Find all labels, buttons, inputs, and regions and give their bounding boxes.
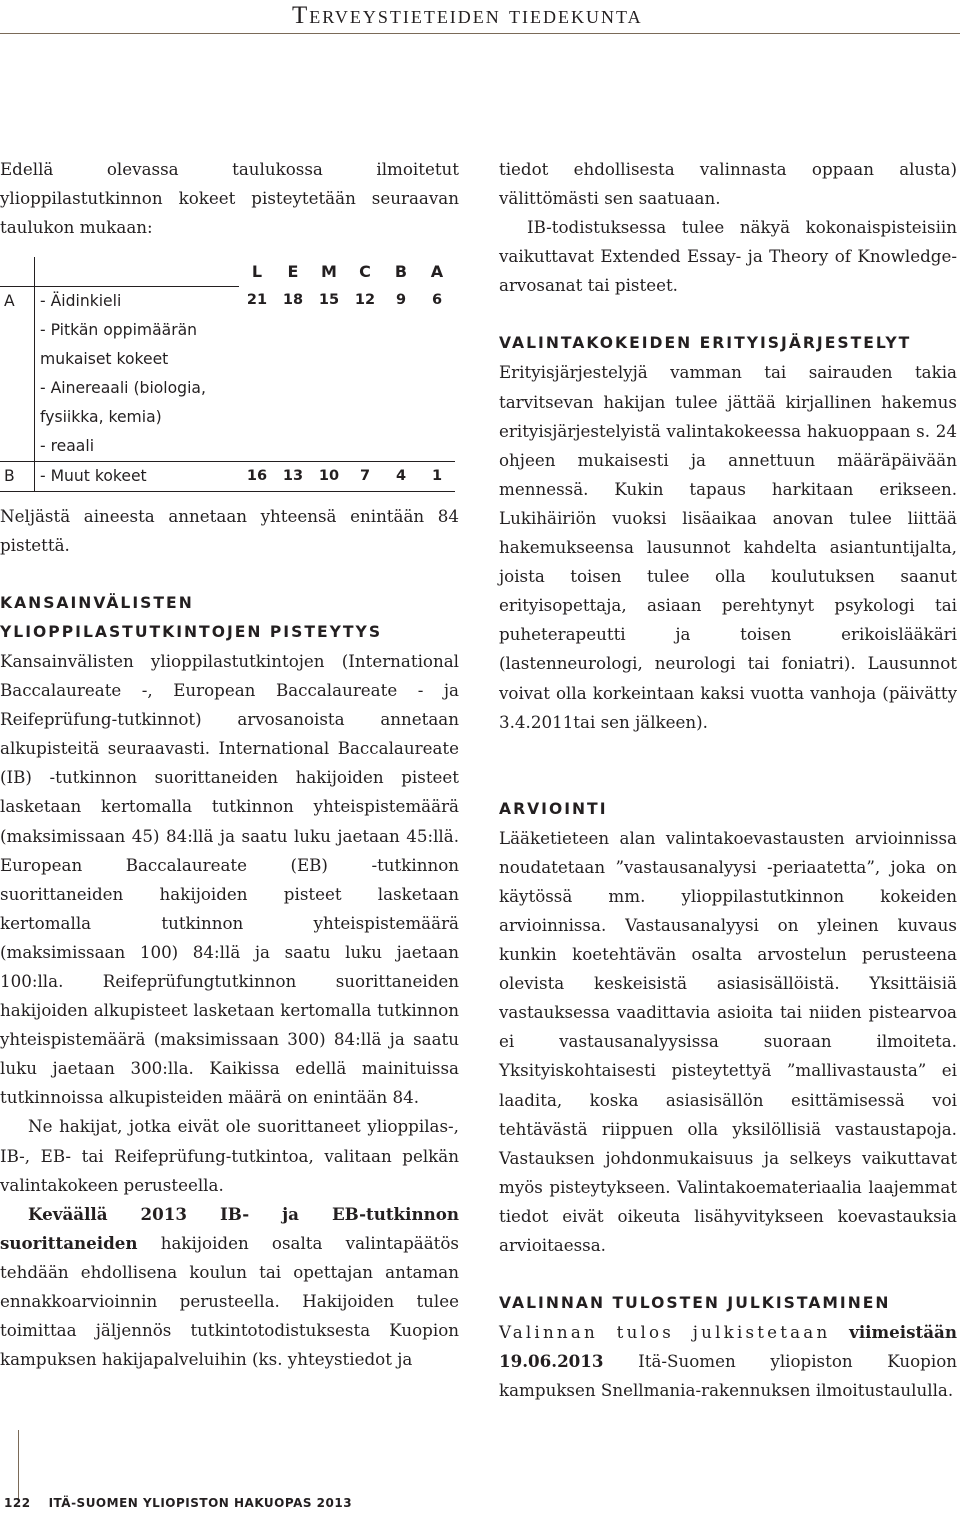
max-points-note: Neljästä aineesta annetaan yhteensä enintään 84 pistettä.	[0, 505, 459, 555]
right-column	[499, 155, 957, 1405]
continued-paragraph: tiedot ehdollisesta valinnasta oppaan alusta) välittömästi sen saatuaan.	[499, 159, 957, 209]
score-table	[0, 257, 455, 492]
section-heading-intl-1: KANSAINVÄLISTEN	[0, 593, 194, 612]
score-cell: 16	[239, 461, 275, 491]
header-rule	[0, 33, 960, 34]
row-label: B	[0, 461, 35, 491]
subject-item: - Muut kokeet	[40, 466, 147, 485]
score-cell: 4	[383, 461, 419, 491]
score-cell: 12	[347, 286, 383, 461]
col-header: C	[359, 262, 371, 282]
score-cell: 13	[275, 461, 311, 491]
guide-title: ITÄ-SUOMEN YLIOPISTON HAKUOPAS 2013	[48, 1496, 353, 1510]
evaluation-paragraph: Lääketieteen alan valintakoevastausten arvioinnissa noudatetaan ”vastausanalyysi -periaatetta”, joka on käytössä mm. ylioppilastutkinnon kokeiden arvioinnissa. Vastausanalyysi on yleinen kuvaus kunkin koetehtävän osalta arvostelun perusteena olevista keskeisistä asiasisällöistä. Yksittäisiä vastauksessa vaadittavia asioita tai niiden pistearvoa ei vastausanalyysissa suoraan ilmoiteta. Yksityiskohtaisesti pisteytettyä ”mallivastausta” ei laadita, koska asiasisällön esittämisessä voi tehtävästä riippuen olla yksilöllisiä vastaustapoja. Vastauksen johdonmukaisuus ja selkeys vaikuttavat myös pisteytykseen. Valintakoemateriaalia laajemmat tiedot eivät oikeuta lisähyvitykseen koevastauksia arvioitaessa.	[499, 827, 957, 1255]
score-cell: 15	[311, 286, 347, 461]
left-column	[0, 155, 459, 1374]
col-header: B	[394, 262, 408, 282]
results-text-c: Itä-Suomen yliopiston Kuopion kampuksen Snellmania-rakennuksen ilmoitustaululla.	[499, 1351, 957, 1401]
results-deadline: viimeistään 19.06.2013	[499, 1322, 957, 1372]
section-heading-evaluation: ARVIOINTI	[499, 799, 608, 818]
subject-item: - Ainereaali (biologia, fysiikka, kemia)	[40, 378, 206, 426]
subject-item: - Äidinkieli	[40, 291, 122, 310]
table-row	[0, 286, 455, 461]
results-text-a: Valinnan tulos julkistetaan	[499, 1322, 850, 1343]
score-cell: 10	[311, 461, 347, 491]
intl-paragraph-3-rest: hakijoiden osalta valintapäätös tehdään ehdollisena koulun tai opettajan antaman ennakkoarvioinnin perusteella. Hakijoiden tulee toimittaa jäljennös tutkintotodistuksesta Kuopion kampuksen hakijapalveluihin (ks. yhteystiedot ja	[0, 1232, 459, 1370]
footer-rule	[18, 1430, 19, 1500]
score-cell: 1	[419, 461, 455, 491]
table-intro: Edellä olevassa taulukossa ilmoitetut ylioppilastutkinnon kokeet pisteytetään seuraavan taulukon mukaan:	[0, 159, 459, 238]
score-cell: 9	[383, 286, 419, 461]
page-footer	[4, 1496, 352, 1510]
col-header: A	[430, 262, 444, 282]
intl-paragraph-3	[0, 1200, 459, 1375]
page-number: 122	[4, 1496, 31, 1510]
score-cell: 21	[239, 286, 275, 461]
special-paragraph: Erityisjärjestelyjä vamman tai sairauden takia tarvitsevan hakijan tulee jättää kirjallinen hakemus erityisjärjestelyistä valintakokeessa hakuoppaan s. 24 ohjeen mukaisesti ja annettuun määräpäivään mennessä. Kukin tapaus harkitaan erikseen. Lukihäiriön vuoksi lisäaikaa anovan tulee liittää hakemukseensa lausunnot kahdelta asiantuntijalta, joista toisen tulee olla koulutuksen saanut erityisopettaja, asiaan perehtynyt psykologi tai puheterapeutti ja toisen erikoislääkäri (lastenneurologi, neurologi tai foniatri). Lausunnot voivat olla korkeintaan kaksi vuotta vanhoja (päivätty 3.4.2011tai sen jälkeen).	[499, 362, 957, 732]
subject-item: - reaali	[40, 436, 95, 455]
score-cell: 6	[419, 286, 455, 461]
row-subjects	[35, 286, 240, 461]
row-subjects	[35, 461, 240, 491]
ib-paragraph: IB-todistuksessa tulee näkyä kokonaispisteisiin vaikuttavat Extended Essay- ja Theory of Knowledge-arvosanat tai pisteet.	[499, 217, 957, 296]
table-row	[0, 461, 455, 491]
intl-paragraph-3-bold: Keväällä 2013 IB- ja EB-tutkinnon suorittaneiden	[0, 1203, 459, 1253]
page-header-title: Terveystieteiden tiedekunta	[292, 2, 643, 29]
intl-paragraph-1: Kansainvälisten ylioppilastutkintojen (International Baccalaureate -, European Baccalaureate - ja Reifeprüfung-tutkinnot) arvosanoista annetaan alkupisteitä seuraavasti. International Baccalaureate (IB) -tutkinnon suorittaneiden hakijoiden pisteet lasketaan kertomalla tutkinnon yhteispistemäärä (maksimissaan 45) 84:llä ja saatu luku jaetaan 45:llä. European Baccalaureate (EB) -tutkinnon suorittaneiden hakijoiden pisteet lasketaan kertomalla tutkinnon yhteispistemäärä (maksimissaan 100) 84:llä ja saatu luku jaetaan 100:lla. Reifeprüfungtutkinnon suorittaneiden hakijoiden alkupisteet lasketaan kertomalla tutkinnon yhteispistemäärä (maksimissaan 300) 84:llä ja saatu luku jaetaan 300:lla. Kaikissa edellä mainituissa tutkinnoissa alkupisteiden määrä on enintään 84.	[0, 650, 459, 1108]
intl-paragraph-2: Ne hakijat, jotka eivät ole suorittaneet ylioppilas-, IB-, EB- tai Reifeprüfung-tutkintoa, valitaan pelkän valintakokeen perusteella.	[0, 1116, 459, 1195]
row-label: A	[0, 286, 35, 461]
section-heading-results: VALINNAN TULOSTEN JULKISTAMINEN	[499, 1294, 891, 1313]
col-header: L	[251, 262, 263, 282]
score-cell: 7	[347, 461, 383, 491]
col-header: E	[287, 262, 299, 282]
score-table-header	[0, 257, 455, 286]
score-cell: 18	[275, 286, 311, 461]
col-header: M	[321, 262, 337, 282]
subject-item: - Pitkän oppimäärän mukaiset kokeet	[40, 320, 198, 368]
section-heading-intl-2: YLIOPPILASTUTKINTOJEN PISTEYTYS	[0, 622, 383, 641]
section-heading-special: VALINTAKOKEIDEN ERITYISJÄRJESTELYT	[499, 334, 912, 353]
results-paragraph	[499, 1318, 957, 1405]
